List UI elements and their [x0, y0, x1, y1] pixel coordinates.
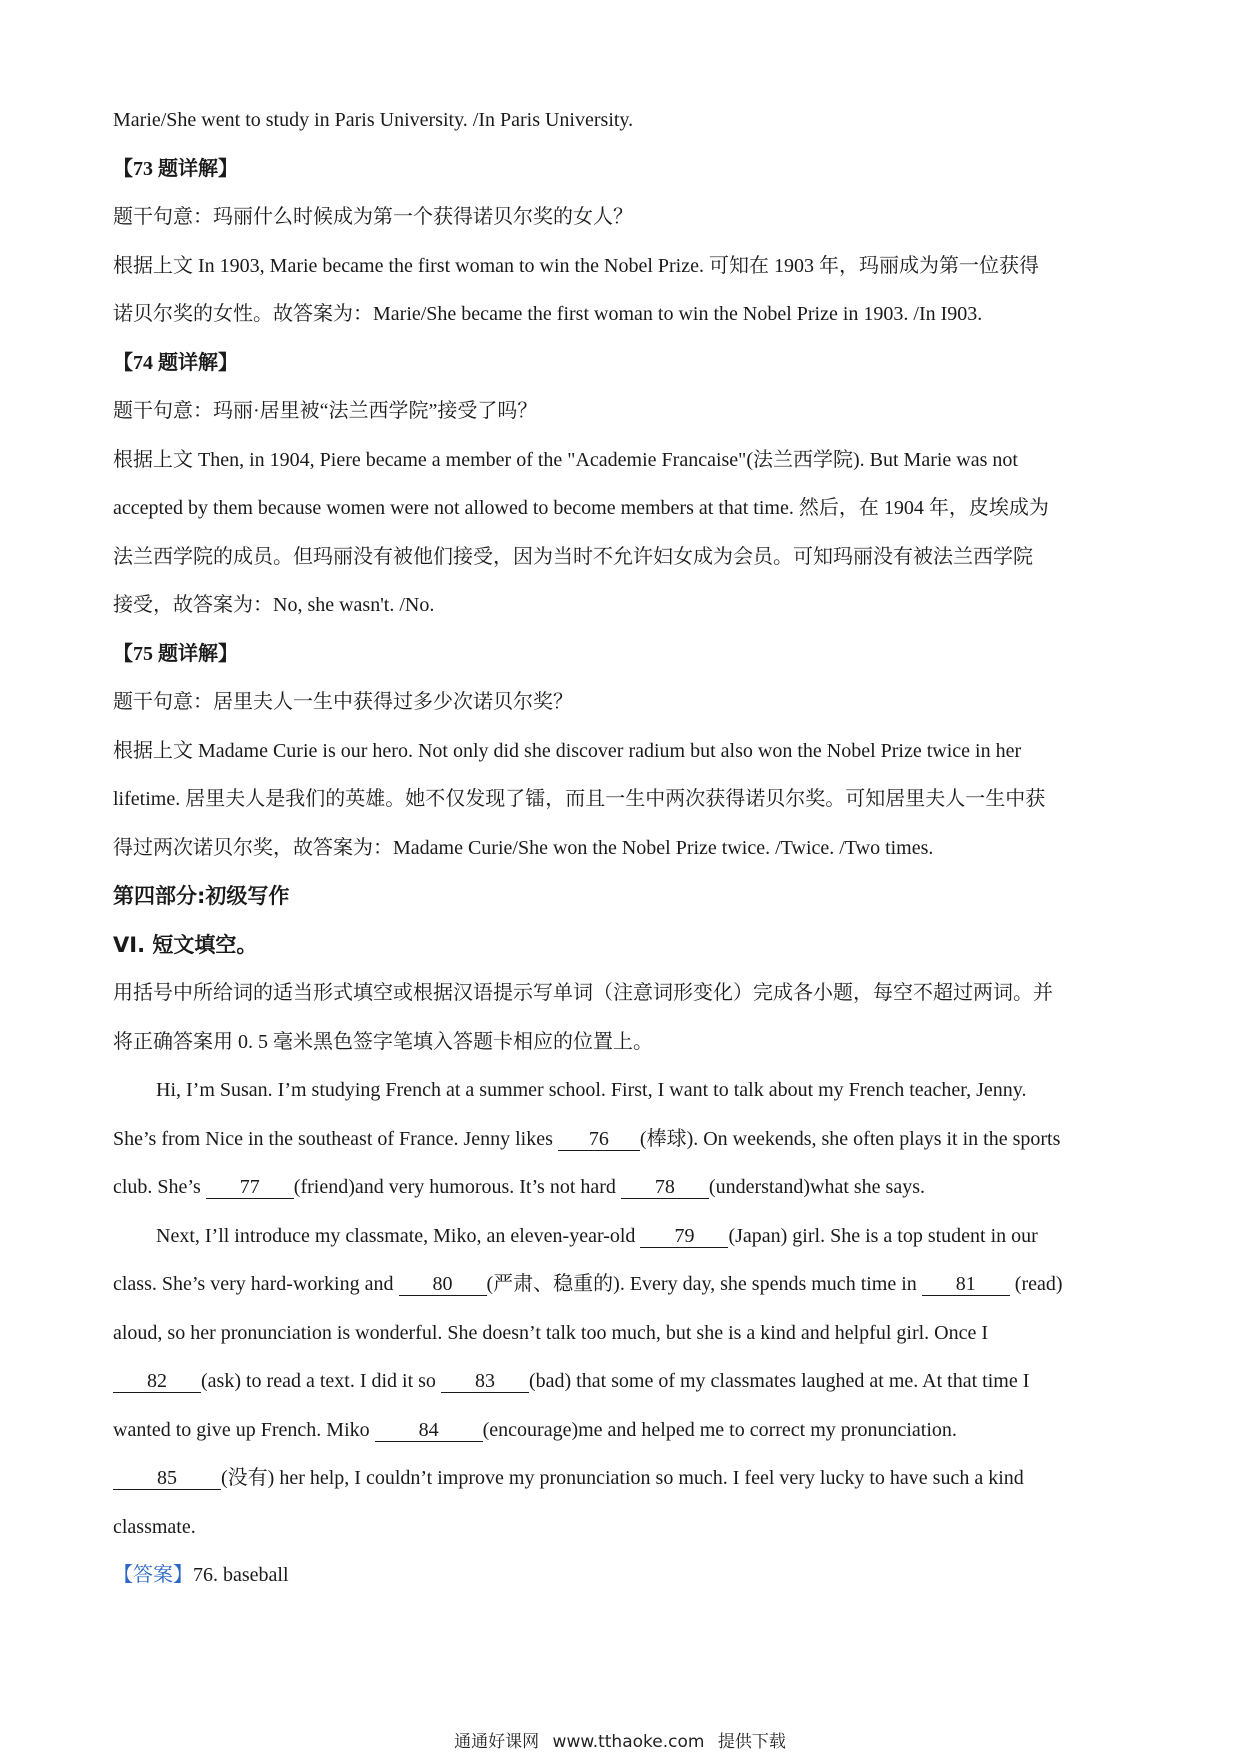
passage-text: (bad) that some of my classmates laughed at me. At that time I	[528, 1370, 1030, 1392]
blank-83: 83	[441, 1370, 529, 1393]
passage-line	[113, 1115, 1133, 1164]
passage-text: aloud, so her pronunciation is wonderful. She doesn’t talk too much, but she is a kind and helpful girl. Once I	[113, 1321, 989, 1344]
question-header-75: 【75 题详解】	[113, 642, 238, 665]
document-page	[113, 96, 1133, 1600]
answer-text: 76. baseball	[193, 1564, 289, 1586]
passage-line	[113, 1066, 1133, 1115]
passage-text: (没有) her help, I couldn’t improve my pronunciation so much. I feel very lucky to have such a kind	[221, 1467, 1024, 1489]
blank-76: 76	[558, 1128, 640, 1151]
passage-text: Next, I’ll introduce my classmate, Miko, an eleven-year-old	[156, 1224, 641, 1247]
instructions-line: 将正确答案用 0. 5 毫米黑色签字笔填入答题卡相应的位置上。	[113, 1030, 653, 1053]
explanation-line: 法兰西学院的成员。但玛丽没有被他们接受，因为当时不允许妇女成为会员。可知玛丽没有被法兰西学院	[113, 545, 1033, 568]
passage-text: (understand)what she says.	[708, 1176, 925, 1198]
blank-80: 80	[399, 1273, 487, 1296]
answer-tag: 【答案】	[113, 1564, 193, 1586]
passage-text: (encourage)me and helped me to correct my pronunciation.	[482, 1418, 957, 1441]
footer-site-name: 通通好课网	[454, 1732, 540, 1752]
question-header-73: 【73 题详解】	[113, 157, 238, 180]
footer-suffix: 提供下载	[717, 1732, 786, 1752]
page-footer	[0, 1727, 1240, 1752]
question-meaning: 题干句意：居里夫人一生中获得过多少次诺贝尔奖？	[113, 691, 573, 713]
passage-text: (严肃、稳重的). Every day, she spends much time in	[486, 1273, 922, 1295]
answer-line: Marie/She went to study in Paris University. /In Paris University.	[113, 109, 634, 131]
explanation-line: 诺贝尔奖的女性。故答案为：Marie/She became the first woman to win the Nobel Prize in 1903. /In I903.	[113, 303, 983, 325]
passage-line	[113, 1163, 1133, 1212]
passage-text: (friend)and very humorous. It’s not hard	[293, 1176, 621, 1198]
explanation-line: 根据上文 Madame Curie is our hero. Not only did she discover radium but also won the Nobel Prize twice in her	[113, 739, 1022, 762]
blank-85: 85	[113, 1467, 221, 1490]
blank-77: 77	[206, 1176, 294, 1199]
explanation-line: 根据上文 Then, in 1904, Piere became a member of the "Academie Francaise"(法兰西学院). But Marie was not	[113, 448, 1018, 471]
explanation-line: lifetime. 居里夫人是我们的英雄。她不仅发现了镭，而且一生中两次获得诺贝尔奖。可知居里夫人一生中获	[113, 788, 1046, 810]
passage-line	[113, 1503, 1133, 1552]
passage-text: club. She’s	[113, 1176, 206, 1198]
section-title: VI. 短文填空。	[113, 932, 258, 957]
question-header-74: 【74 题详解】	[113, 351, 238, 374]
passage-line	[113, 1309, 1133, 1358]
blank-82: 82	[113, 1370, 201, 1393]
explanation-line: 根据上文 In 1903, Marie became the first woman to win the Nobel Prize. 可知在 1903 年，玛丽成为第一位获得	[113, 254, 1039, 277]
passage-text: (read)	[1009, 1273, 1063, 1295]
passage-line	[113, 1212, 1133, 1261]
instructions-line: 用括号中所给词的适当形式填空或根据汉语提示写单词（注意词形变化）完成各小题，每空不超过两词。并	[113, 982, 1053, 1004]
question-meaning: 题干句意：玛丽什么时候成为第一个获得诺贝尔奖的女人？	[113, 206, 633, 228]
blank-81: 81	[922, 1273, 1010, 1296]
passage-line	[113, 1454, 1133, 1503]
part-title: 第四部分:初级写作	[113, 884, 290, 908]
passage-text: (ask) to read a text. I did it so	[201, 1370, 441, 1392]
answer-line	[113, 1551, 1133, 1600]
blank-78: 78	[621, 1176, 709, 1199]
passage-line	[113, 1357, 1133, 1406]
blank-79: 79	[640, 1225, 728, 1248]
passage-text: (Japan) girl. She is a top student in our	[728, 1224, 1038, 1247]
passage-text: Hi, I’m Susan. I’m studying French at a summer school. First, I want to talk about my French teacher, Jenny.	[156, 1079, 1027, 1101]
passage-text: (棒球). On weekends, she often plays it in the sports	[639, 1127, 1061, 1150]
passage-text: She’s from Nice in the southeast of France. Jenny likes	[113, 1127, 558, 1150]
footer-url[interactable]: www.tthaoke.com	[552, 1732, 705, 1752]
explanation-line: accepted by them because women were not allowed to become members at that time. 然后，在 1904 年，皮埃成为	[113, 497, 1049, 519]
explanation-line: 得过两次诺贝尔奖，故答案为：Madame Curie/She won the Nobel Prize twice. /Twice. /Two times.	[113, 836, 934, 859]
passage-text: classmate.	[113, 1515, 196, 1538]
explanation-line: 接受，故答案为：No, she wasn't. /No.	[113, 594, 435, 616]
passage-text: class. She’s very hard-working and	[113, 1273, 399, 1295]
passage-text: wanted to give up French. Miko	[113, 1418, 375, 1441]
passage-line	[113, 1260, 1133, 1309]
blank-84: 84	[375, 1419, 483, 1442]
question-meaning: 题干句意：玛丽·居里被“法兰西学院”接受了吗？	[113, 400, 538, 422]
passage-line	[113, 1406, 1133, 1455]
